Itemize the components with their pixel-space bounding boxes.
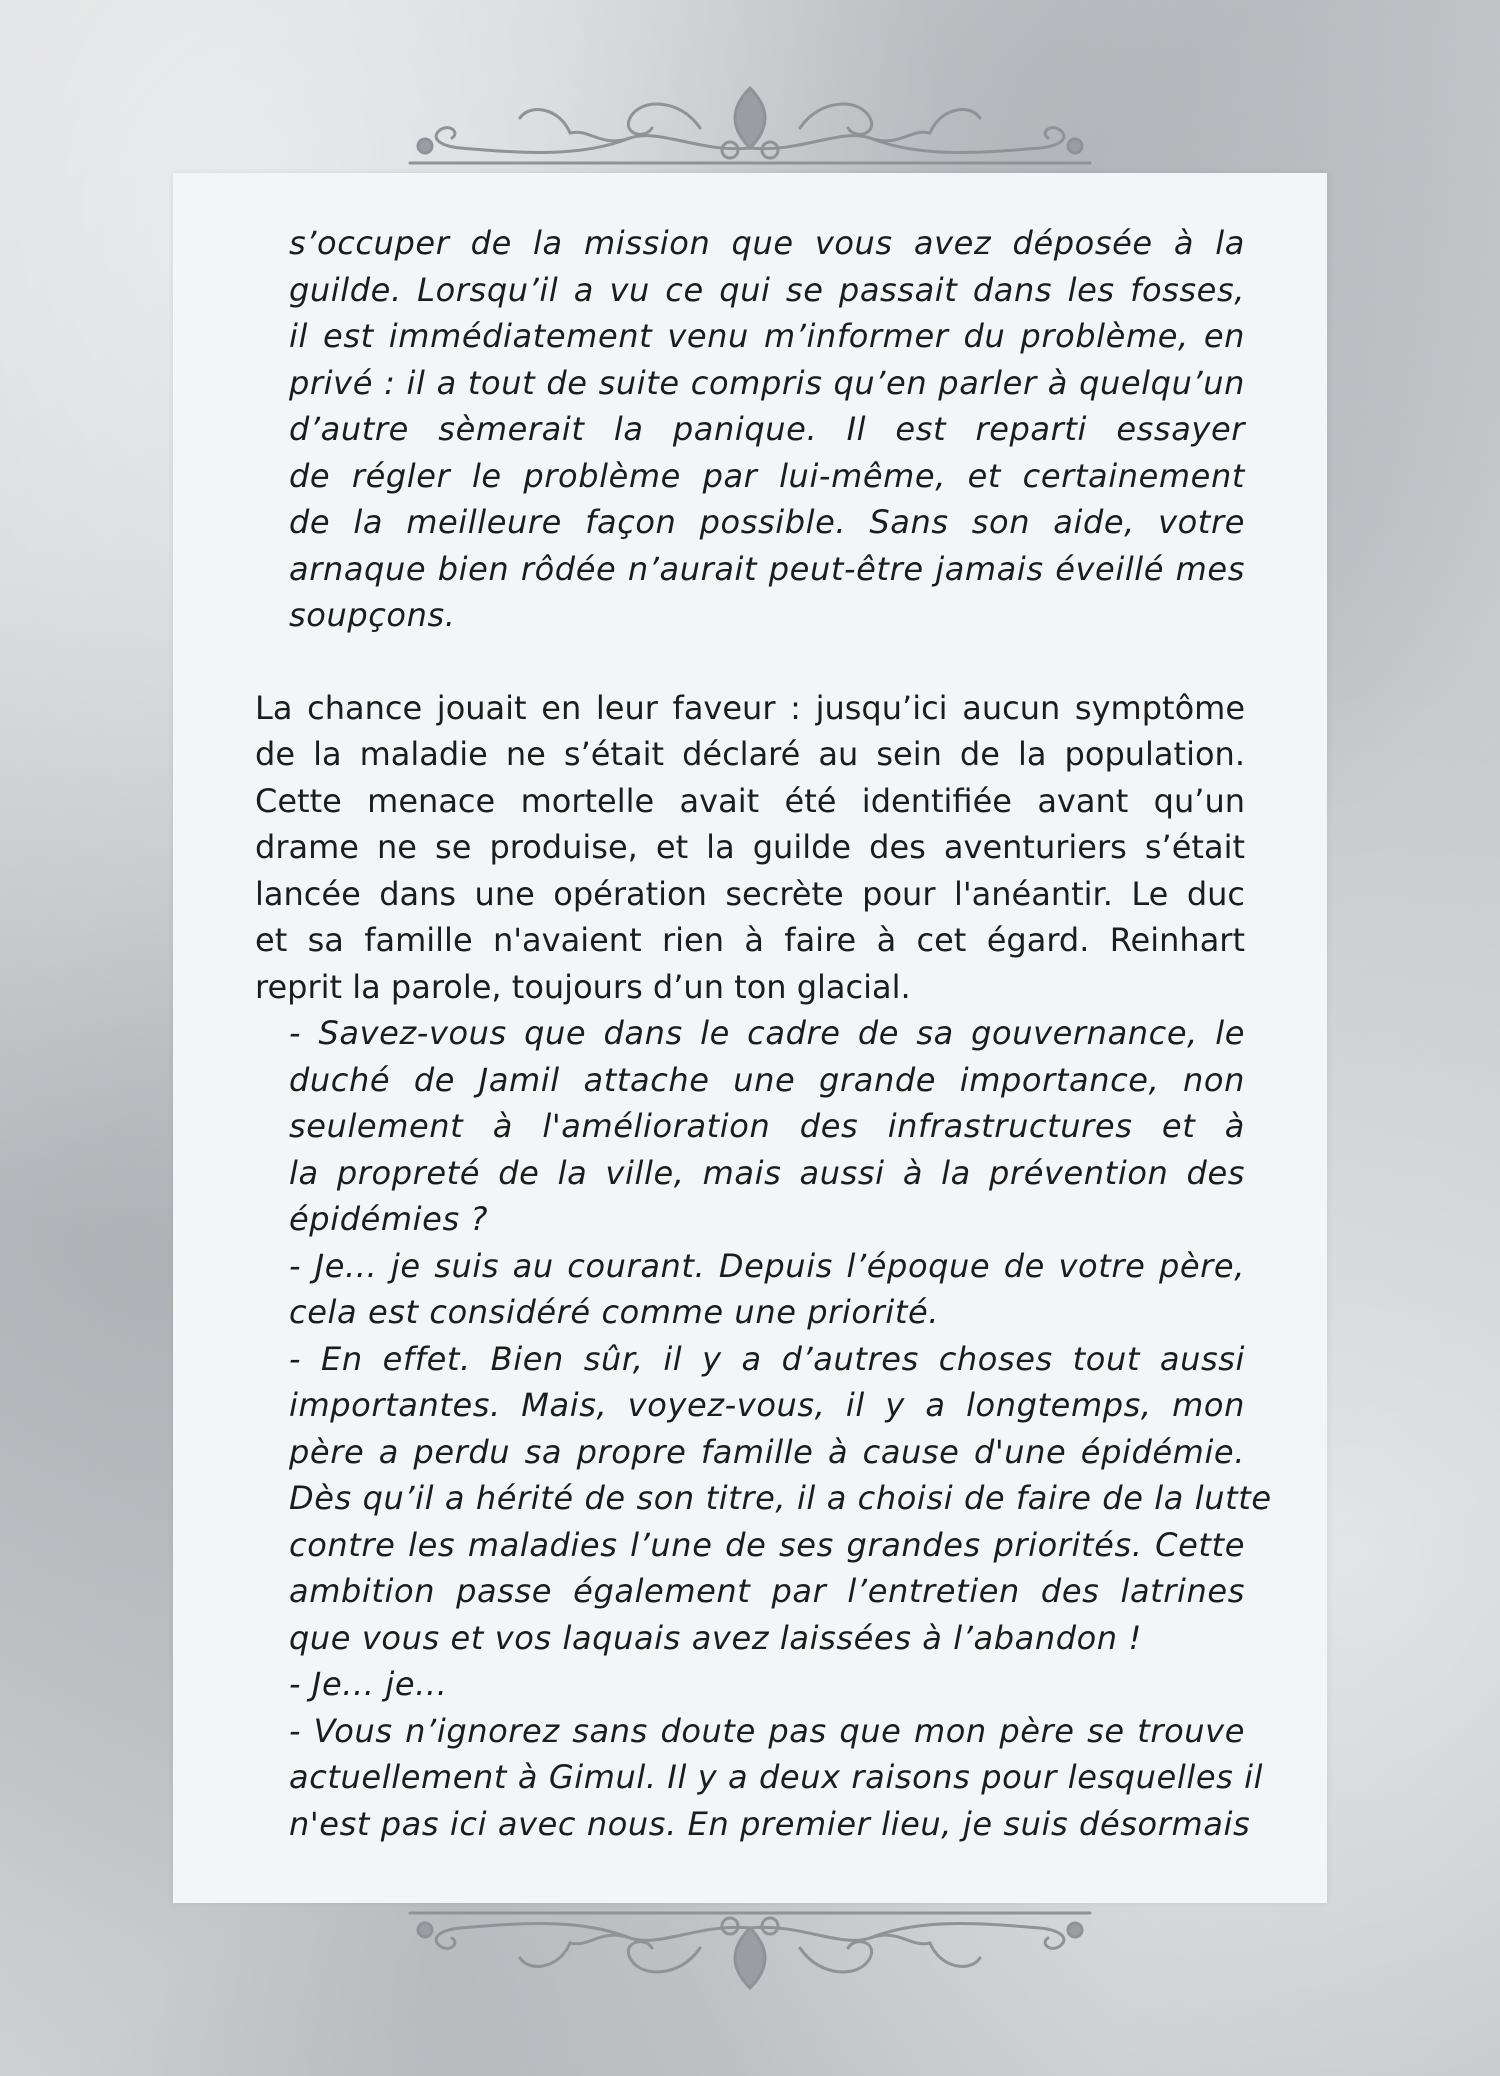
dialogue-line: épidémies ? <box>289 1200 489 1238</box>
dialogue-line: - Je... je suis au courant. Depuis l’époque de votre père, <box>289 1246 1245 1285</box>
dialogue-line: de régler le problème par lui-même, et certainement <box>289 456 1245 495</box>
dialogue-line: il est immédiatement venu m’informer du problème, en <box>289 317 1245 355</box>
dialogue-line: arnaque bien rôdée n’aurait peut-être jamais éveillé mes <box>289 549 1245 588</box>
dialogue-line: ambition passe également par l’entretien des latrines <box>289 1572 1245 1610</box>
dialogue-line: la propreté de la ville, mais aussi à la prévention des <box>289 1153 1245 1192</box>
bottom-flourish-ornament <box>400 1898 1100 2008</box>
dialogue-line: Dès qu’il a hérité de son titre, il a choisi de faire de la lutte <box>289 1479 1272 1517</box>
dialogue-line: soupçons. <box>289 596 456 634</box>
dialogue-line: guilde. Lorsqu’il a vu ce qui se passait dans les fosses, <box>289 270 1245 309</box>
top-flourish-ornament <box>400 68 1100 178</box>
dialogue-line: que vous et vos laquais avez laissées à l’abandon ! <box>289 1618 1142 1657</box>
dialogue-line: - En effet. Bien sûr, il y a d’autres choses tout aussi <box>289 1339 1245 1378</box>
dialogue-line: duché de Jamil attache une grande importance, non <box>289 1060 1245 1099</box>
page-text <box>255 220 1272 1847</box>
dialogue-line: importantes. Mais, voyez-vous, il y a longtemps, mon <box>289 1386 1245 1424</box>
dialogue-line: n'est pas ici avec nous. En premier lieu, je suis désormais <box>289 1804 1251 1843</box>
dialogue-line: cela est considéré comme une priorité. <box>289 1293 940 1331</box>
dialogue-line: actuellement à Gimul. Il y a deux raisons pour lesquelles il <box>289 1758 1264 1796</box>
narration-line: lancée dans une opération secrète pour l'anéantir. Le duc <box>255 874 1245 913</box>
narration-line: et sa famille n'avaient rien à faire à cet égard. Reinhart <box>255 921 1245 959</box>
narration-line: reprit la parole, toujours d’un ton glacial. <box>255 967 911 1006</box>
dialogue-line: - Vous n’ignorez sans doute pas que mon père se trouve <box>289 1711 1245 1750</box>
dialogue-line: s’occuper de la mission que vous avez déposée à la <box>289 224 1245 262</box>
dialogue-line: - Je... je... <box>289 1665 448 1703</box>
dialogue-line: - Savez-vous que dans le cadre de sa gouvernance, le <box>289 1014 1245 1052</box>
dialogue-line: contre les maladies l’une de ses grandes priorités. Cette <box>289 1525 1245 1564</box>
narration-line: La chance jouait en leur faveur : jusqu’ici aucun symptôme <box>255 688 1245 727</box>
dialogue-line: privé : il a tout de suite compris qu’en parler à quelqu’un <box>289 363 1245 402</box>
narration-line: Cette menace mortelle avait été identifiée avant qu’un <box>255 781 1245 820</box>
dialogue-line: père a perdu sa propre famille à cause d'une épidémie. <box>289 1432 1245 1471</box>
dialogue-line: d’autre sèmerait la panique. Il est reparti essayer <box>289 410 1245 448</box>
paragraph-gap <box>255 639 1245 685</box>
narration-line: de la maladie ne s’était déclaré au sein de la population. <box>255 735 1245 773</box>
narration-line: drame ne se produise, et la guilde des aventuriers s’était <box>255 828 1245 866</box>
dialogue-line: seulement à l'amélioration des infrastructures et à <box>289 1107 1245 1145</box>
dialogue-line: de la meilleure façon possible. Sans son aide, votre <box>289 503 1245 541</box>
